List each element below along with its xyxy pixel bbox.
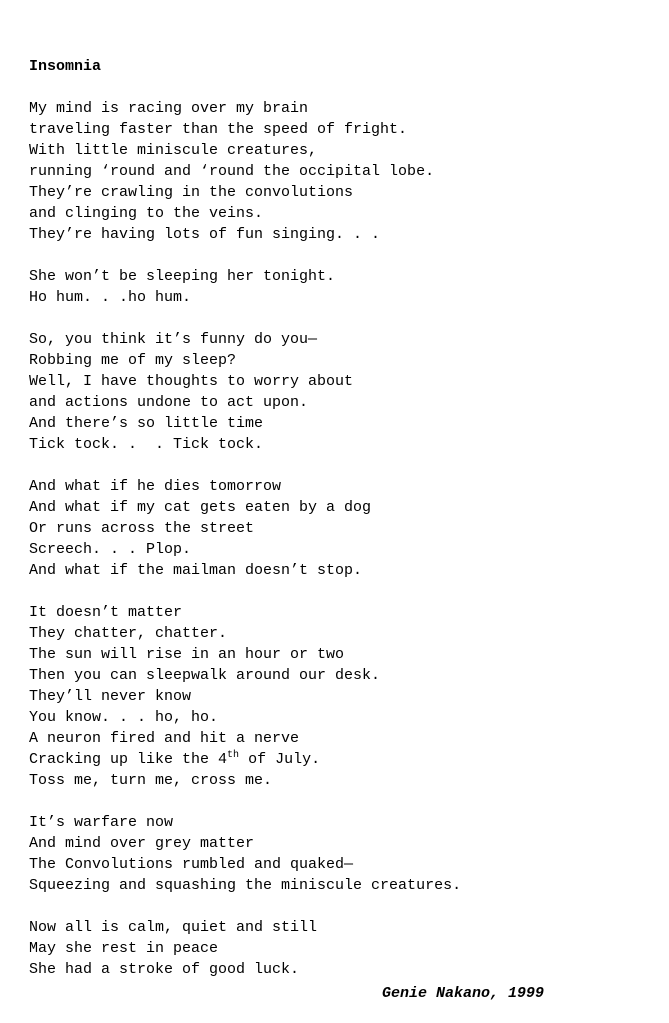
poem-line: My mind is racing over my brain	[29, 100, 309, 117]
poem-stanza	[29, 917, 649, 980]
poem-stanza	[29, 602, 649, 791]
poem-stanza	[29, 476, 649, 581]
poem-stanza	[29, 98, 649, 245]
poem-line: The sun will rise in an hour or two	[29, 646, 345, 663]
poem-line: running ‘round and ‘round the occipital lobe.	[29, 163, 435, 180]
poem-line: They’re having lots of fun singing. . .	[29, 226, 381, 243]
poem-line: It’s warfare now	[29, 814, 174, 831]
poem-line: May she rest in peace	[29, 940, 219, 957]
poem-line: And what if the mailman doesn’t stop.	[29, 562, 363, 579]
poem-line: You know. . . ho, ho.	[29, 709, 219, 726]
poem-line: traveling faster than the speed of fright.	[29, 121, 408, 138]
poem-line-text: of July.	[239, 751, 321, 768]
poem-line-text: Cracking up like the 4	[29, 751, 228, 768]
poem-line: It doesn’t matter	[29, 604, 183, 621]
poem-stanza	[29, 812, 649, 896]
poem-line: Screech. . . Plop.	[29, 541, 192, 558]
poem-line: With little miniscule creatures,	[29, 142, 318, 159]
poem-line: A neuron fired and hit a nerve	[29, 730, 300, 747]
poem-line: Ho hum. . .ho hum.	[29, 289, 192, 306]
poem-line: And there’s so little time	[29, 415, 264, 432]
poem-line: And what if my cat gets eaten by a dog	[29, 499, 372, 516]
poem-line	[29, 749, 649, 770]
poem-line: and clinging to the veins.	[29, 205, 264, 222]
poem-body	[29, 98, 649, 980]
poem-line: Squeezing and squashing the miniscule creatures.	[29, 877, 462, 894]
poem-line: Tick tock. . . Tick tock.	[29, 436, 264, 453]
poem-line: They chatter, chatter.	[29, 625, 228, 642]
poem-line: They’ll never know	[29, 688, 192, 705]
poem-page	[29, 56, 649, 1001]
poem-line: So, you think it’s funny do you—	[29, 331, 318, 348]
poem-line: And what if he dies tomorrow	[29, 478, 282, 495]
ordinal-superscript: th	[227, 750, 240, 761]
poem-line: They’re crawling in the convolutions	[29, 184, 354, 201]
poem-line: Toss me, turn me, cross me.	[29, 772, 273, 789]
poem-line: Robbing me of my sleep?	[29, 352, 237, 369]
poem-line: She won’t be sleeping her tonight.	[29, 268, 336, 285]
poem-line: She had a stroke of good luck.	[29, 961, 300, 978]
poem-stanza	[29, 329, 649, 455]
poem-line: The Convolutions rumbled and quaked—	[29, 856, 354, 873]
poem-line: Or runs across the street	[29, 520, 255, 537]
poem-line: Then you can sleepwalk around our desk.	[29, 667, 381, 684]
poem-line: And mind over grey matter	[29, 835, 255, 852]
poem-line: and actions undone to act upon.	[29, 394, 309, 411]
poem-title: Insomnia	[29, 58, 102, 75]
poem-line: Now all is calm, quiet and still	[29, 919, 318, 936]
poem-line: Well, I have thoughts to worry about	[29, 373, 354, 390]
author-signature: Genie Nakano, 1999	[382, 985, 545, 1002]
poem-stanza	[29, 266, 649, 308]
